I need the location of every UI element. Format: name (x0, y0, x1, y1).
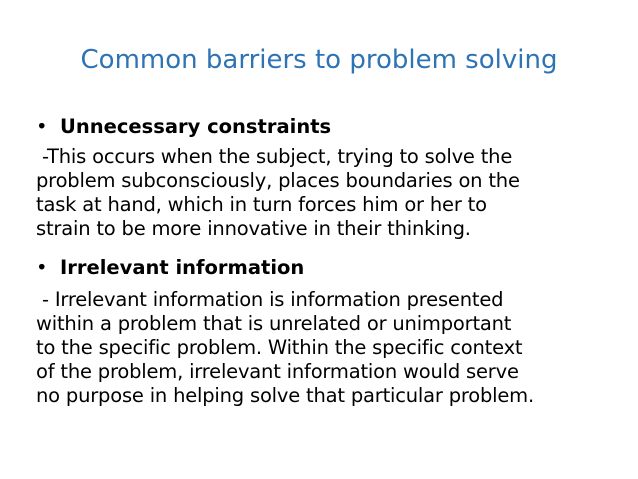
paragraph-line: to the specific problem. Within the specific context (36, 336, 523, 359)
paragraph-line: strain to be more innovative in their thinking. (36, 217, 471, 240)
bullet-irrelevant-information (36, 256, 304, 280)
slide-title: Common barriers to problem solving (80, 45, 558, 75)
paragraph-line: problem subconsciously, places boundaries on the (36, 169, 520, 192)
paragraph-line: task at hand, which in turn forces him or her to (36, 193, 487, 216)
paragraph-line: within a problem that is unrelated or unimportant (36, 312, 512, 335)
bullet-icon: • (36, 115, 48, 138)
section-paragraph-constraints (36, 145, 626, 241)
section-paragraph-irrelevant (36, 288, 626, 408)
paragraph-line: -This occurs when the subject, trying to solve the (36, 145, 513, 168)
bullet-heading: Unnecessary constraints (60, 115, 332, 138)
paragraph-line: no purpose in helping solve that particular problem. (36, 384, 534, 407)
paragraph-line: - Irrelevant information is information presented (36, 288, 504, 311)
bullet-unnecessary-constraints (36, 115, 331, 139)
paragraph-line: of the problem, irrelevant information would serve (36, 360, 519, 383)
bullet-heading: Irrelevant information (60, 256, 305, 279)
bullet-icon: • (36, 256, 48, 279)
